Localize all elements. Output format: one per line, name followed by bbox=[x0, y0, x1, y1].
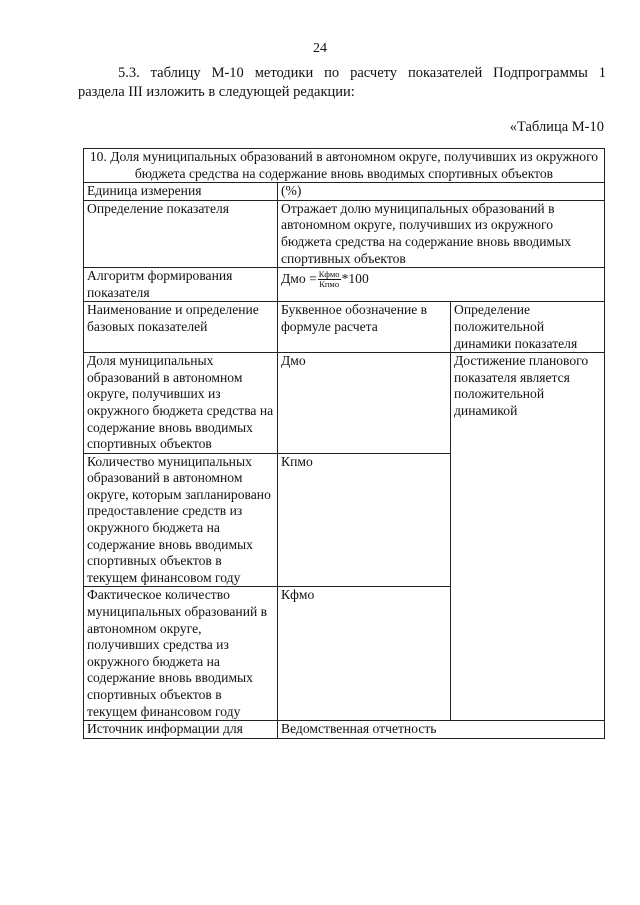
row-1-name: Доля муниципальных образований в автономном округе, получивших из окружного бюджета средства на содержание вновь вводимых спортивных объектов bbox=[84, 353, 278, 454]
row-3-symbol: Кфмо bbox=[278, 587, 451, 721]
formula-lhs: Дмо = bbox=[281, 271, 317, 287]
intro-line-1: 5.3. таблицу М-10 методики по расчету показателей Подпрограммы 1 bbox=[118, 65, 606, 81]
intro-paragraph bbox=[78, 64, 606, 102]
row-3-name: Фактическое количество муниципальных образований в автономном округе, получивших средства из окружного бюджета на содержание вновь вводимых спортивных объектов в текущем финансовом году bbox=[84, 587, 278, 721]
formula-cell bbox=[278, 268, 605, 302]
header-col3: Определение положительной динамики показателя bbox=[451, 302, 605, 353]
row-1-symbol: Дмо bbox=[278, 353, 451, 454]
unit-row bbox=[84, 183, 605, 201]
unit-label: Единица измерения bbox=[84, 183, 278, 201]
formula-denominator: Кпмо bbox=[319, 279, 340, 290]
table-row bbox=[84, 353, 605, 454]
indicator-table bbox=[83, 148, 605, 739]
definition-row bbox=[84, 200, 605, 267]
header-col2: Буквенное обозначение в формуле расчета bbox=[278, 302, 451, 353]
table-title: 10. Доля муниципальных образований в автономном округе, получивших из окружного бюджета средства на содержание вновь вводимых спортивных объектов bbox=[84, 149, 605, 183]
header-row bbox=[84, 302, 605, 353]
source-value: Ведомственная отчетность bbox=[278, 721, 605, 739]
unit-value: (%) bbox=[278, 183, 605, 201]
row-2-symbol: Кпмо bbox=[278, 453, 451, 587]
formula-numerator: Кфмо bbox=[318, 269, 340, 280]
formula bbox=[281, 268, 369, 289]
algorithm-row bbox=[84, 268, 605, 302]
dynamics-cell: Достижение планового показателя является положительной динамикой bbox=[451, 353, 605, 721]
table-label: «Таблица М-10 bbox=[509, 119, 604, 135]
algorithm-label: Алгоритм формирования показателя bbox=[84, 268, 278, 302]
formula-rhs: *100 bbox=[341, 271, 369, 287]
formula-fraction bbox=[318, 270, 341, 289]
table-title-row bbox=[84, 149, 605, 183]
source-label: Источник информации для bbox=[84, 721, 278, 739]
intro-line-2: раздела III изложить в следующей редакции: bbox=[78, 84, 355, 100]
definition-label: Определение показателя bbox=[84, 200, 278, 267]
page-number: 24 bbox=[313, 41, 327, 56]
header-col1: Наименование и определение базовых показателей bbox=[84, 302, 278, 353]
row-2-name: Количество муниципальных образований в автономном округе, которым запланировано предоставление средств из окружного бюджета на содержание вновь вводимых спортивных объектов в текущем финансовом году bbox=[84, 453, 278, 587]
source-row bbox=[84, 721, 605, 739]
definition-value: Отражает долю муниципальных образований в автономном округе, получивших из окружного бюджета средства на содержание вновь вводимых спортивных объектов bbox=[278, 200, 605, 267]
